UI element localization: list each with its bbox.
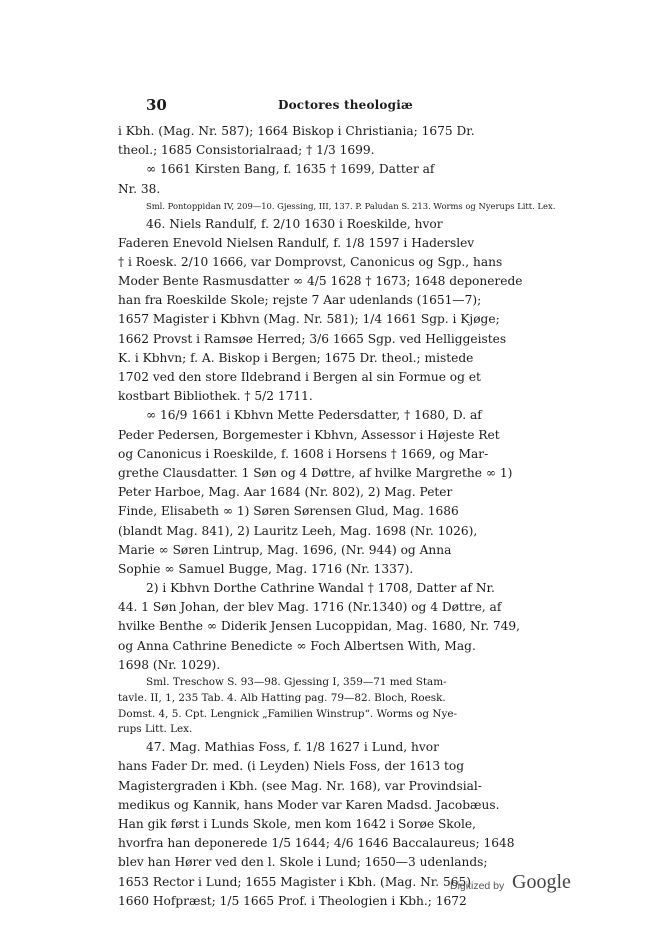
text-line: (blandt Mag. 841), 2) Lauritz Leeh, Mag. 1698 (Nr. 1026), [118,523,478,538]
text-line: 1653 Rector i Lund; 1655 Magister i Kbh. (Mag. Nr. 565) [118,874,472,889]
text-line: rups Litt. Lex. [118,723,193,736]
text-line: ∞ 1661 Kirsten Bang, f. 1635 † 1699, Datter af [146,162,435,177]
text-line: 1657 Magister i Kbhvn (Mag. Nr. 581); 1/4 1661 Sgp. i Kjøge; [118,312,500,327]
text-line: Moder Bente Rasmusdatter ∞ 4/5 1628 † 1673; 1648 deponerede [118,274,523,289]
text-line: hvilke Benthe ∞ Diderik Jensen Lucoppidan, Mag. 1680, Nr. 749, [118,619,521,634]
text-line: 1702 ved den store Ildebrand i Bergen al sin Formue og et [118,370,481,385]
page-number: 30 [146,96,167,114]
running-title: Doctores theologiæ [278,98,413,112]
text-line: Sml. Treschow S. 93—98. Gjessing I, 359—71 med Stam- [146,676,447,689]
text-line: Marie ∞ Søren Lintrup, Mag. 1696, (Nr. 944) og Anna [118,542,452,557]
text-line: Peter Harboe, Mag. Aar 1684 (Nr. 802), 2) Mag. Peter [118,485,453,500]
text-line: Han gik først i Lunds Skole, men kom 1642 i Sorøe Skole, [118,816,477,831]
text-line: kostbart Bibliothek. † 5/2 1711. [118,389,313,404]
text-line: Sml. Pontoppidan IV, 209—10. Gjessing, III, 137. P. Paludan S. 213. Worms og Nyerups Litt. Lex. [146,200,556,211]
text-line: Faderen Enevold Nielsen Randulf, f. 1/8 1597 i Haderslev [118,235,475,250]
text-line: † i Roesk. 2/10 1666, var Domprovst, Canonicus og Sgp., hans [118,254,503,269]
text-line: og Anna Cathrine Benedicte ∞ Foch Albertsen With, Mag. [118,638,476,653]
text-line: theol.; 1685 Consistorialraad; † 1/3 1699. [118,143,375,158]
text-line: Domst. 4, 5. Cpt. Lengnick „Familien Winstrup“. Worms og Nye- [118,707,458,720]
text-line: tavle. II, 1, 235 Tab. 4. Alb Hatting pag. 79—82. Bloch, Roesk. [118,691,446,704]
text-line: han fra Roeskilde Skole; rejste 7 Aar udenlands (1651—7); [118,293,482,308]
text-line: K. i Kbhvn; f. A. Biskop i Bergen; 1675 Dr. theol.; mistede [118,350,474,365]
text-line: Nr. 38. [118,181,161,196]
page-header [118,96,550,118]
text-line: 2) i Kbhvn Dorthe Cathrine Wandal † 1708, Datter af Nr. [146,581,495,596]
page-body [118,122,563,911]
text-line: 46. Niels Randulf, f. 2/10 1630 i Roeskilde, hvor [146,216,443,231]
text-line: Sophie ∞ Samuel Bugge, Mag. 1716 (Nr. 1337). [118,561,414,576]
text-line: blev han Hører ved den l. Skole i Lund; 1650—3 udenlands; [118,855,488,870]
text-line: hvorfra han deponerede 1/5 1644; 4/6 1646 Baccalaureus; 1648 [118,836,515,851]
text-line: ∞ 16/9 1661 i Kbhvn Mette Pedersdatter, † 1680, D. af [146,408,482,423]
text-line: hans Fader Dr. med. (i Leyden) Niels Foss, der 1613 tog [118,759,465,774]
text-line: 1662 Provst i Ramsøe Herred; 3/6 1665 Sgp. ved Helliggeistes [118,331,507,346]
text-line: medikus og Kannik, hans Moder var Karen Madsd. Jacobæus. [118,797,500,812]
text-line: 44. 1 Søn Johan, der blev Mag. 1716 (Nr.1340) og 4 Døttre, af [118,600,502,615]
text-line: grethe Clausdatter. 1 Søn og 4 Døttre, af hvilke Margrethe ∞ 1) [118,465,513,480]
text-line: Peder Pedersen, Borgemester i Kbhvn, Assessor i Højeste Ret [118,427,500,442]
google-logo: Google [512,871,571,893]
text-line: i Kbh. (Mag. Nr. 587); 1664 Biskop i Christiania; 1675 Dr. [118,124,475,138]
text-line: Finde, Elisabeth ∞ 1) Søren Sørensen Glud, Mag. 1686 [118,504,459,519]
text-line: 1698 (Nr. 1029). [118,657,221,672]
digitized-by-watermark [450,868,600,898]
digitized-by-label: Digitized by [450,880,505,892]
text-line: 47. Mag. Mathias Foss, f. 1/8 1627 i Lund, hvor [146,740,439,755]
text-line: 1660 Hofpræst; 1/5 1665 Prof. i Theologien i Kbh.; 1672 [118,893,467,908]
text-line: og Canonicus i Roeskilde, f. 1608 i Horsens † 1669, og Mar- [118,446,489,461]
text-line: Magistergraden i Kbh. (see Mag. Nr. 168), var Provindsial- [118,778,482,793]
